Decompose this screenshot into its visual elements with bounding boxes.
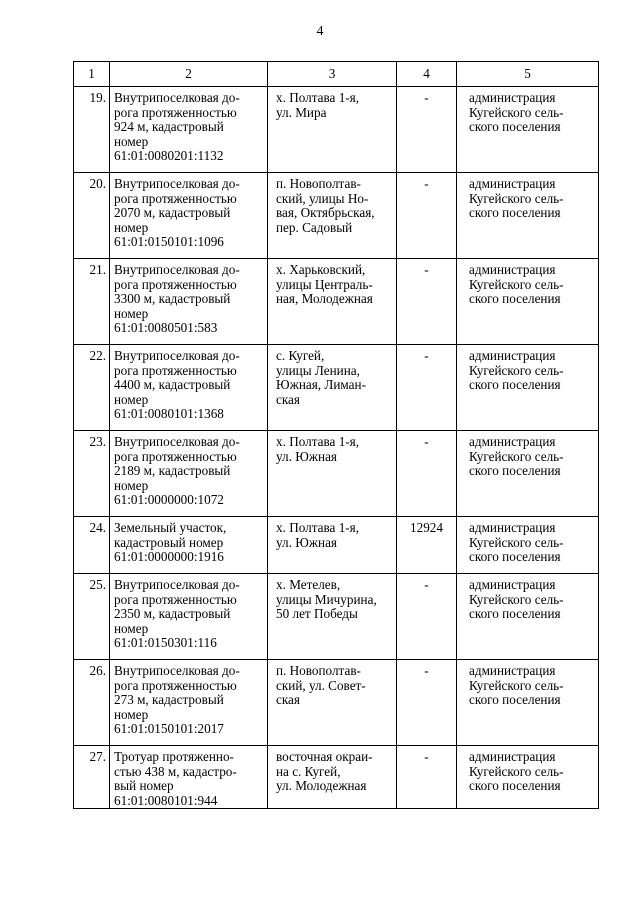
object-owner: [457, 660, 599, 746]
object-description-line: кадастровый номер: [114, 534, 224, 550]
object-description-line: рога протяженностью: [114, 448, 237, 464]
object-address: [268, 345, 397, 431]
object-address-line: ский, улицы Но-: [276, 190, 369, 206]
object-owner-line: администрация: [469, 434, 556, 449]
object-area: -: [397, 746, 457, 809]
object-address: [268, 574, 397, 660]
object-description-line: номер: [114, 706, 149, 722]
object-area: 12924: [397, 517, 457, 574]
object-address: [268, 431, 397, 517]
object-owner-line: ского поселения: [469, 606, 561, 622]
object-owner-line: Кугейского сель-: [469, 591, 564, 607]
object-description: [110, 345, 268, 431]
object-address: [268, 87, 397, 173]
object-owner-line: ского поселения: [469, 205, 561, 221]
object-address-line: с. Кугей,: [276, 348, 325, 363]
object-description-line: Внутрипоселковая до-: [114, 348, 240, 363]
object-description: [110, 87, 268, 173]
object-description-line: рога протяженностью: [114, 190, 237, 206]
object-owner-line: ского поселения: [469, 778, 561, 794]
row-number: 25.: [74, 574, 110, 660]
object-address-line: х. Метелев,: [276, 577, 341, 592]
object-owner-line: администрация: [469, 520, 556, 535]
object-description-line: Внутрипоселковая до-: [114, 90, 240, 105]
object-owner-line: Кугейского сель-: [469, 276, 564, 292]
table-row: [74, 173, 599, 259]
object-description-line: 924 м, кадастровый: [114, 119, 224, 135]
object-owner-line: ского поселения: [469, 377, 561, 393]
row-number: 21.: [74, 259, 110, 345]
object-owner: [457, 517, 599, 574]
object-area: -: [397, 660, 457, 746]
object-description-line: рога протяженностью: [114, 677, 237, 693]
row-number: 26.: [74, 660, 110, 746]
object-description-line: рога протяженностью: [114, 104, 237, 120]
object-owner-line: Кугейского сель-: [469, 448, 564, 464]
object-owner-line: Кугейского сель-: [469, 362, 564, 378]
object-address-line: Южная, Лиман-: [276, 377, 366, 393]
object-area: -: [397, 259, 457, 345]
column-header-5: 5: [457, 62, 599, 87]
object-description-line: 61:01:0080201:1132: [114, 148, 224, 164]
object-owner-line: администрация: [469, 663, 556, 678]
object-description: [110, 173, 268, 259]
object-address-line: ская: [276, 692, 300, 708]
object-description-line: рога протяженностью: [114, 591, 237, 607]
object-description-line: стью 438 м, кадастро-: [114, 763, 237, 779]
object-description-line: 61:01:0150101:2017: [114, 721, 224, 737]
table-body: [74, 87, 599, 809]
object-owner-line: администрация: [469, 90, 556, 105]
object-owner-line: администрация: [469, 262, 556, 277]
object-description-line: Внутрипоселковая до-: [114, 262, 240, 277]
object-address-line: ул. Молодежная: [276, 778, 367, 794]
object-owner-line: Кугейского сель-: [469, 763, 564, 779]
object-address-line: х. Харьковский,: [276, 262, 366, 277]
object-owner: [457, 345, 599, 431]
object-address-line: п. Новополтав-: [276, 176, 361, 191]
object-address-line: х. Полтава 1-я,: [276, 90, 360, 105]
row-number: 20.: [74, 173, 110, 259]
object-address-line: ул. Южная: [276, 534, 337, 550]
object-owner: [457, 746, 599, 809]
table-row: [74, 259, 599, 345]
row-number: 24.: [74, 517, 110, 574]
object-description: [110, 431, 268, 517]
object-area: -: [397, 87, 457, 173]
page-number: 4: [316, 24, 324, 39]
object-description-line: 61:01:0000000:1916: [114, 549, 224, 565]
object-description-line: вый номер: [114, 778, 174, 794]
object-owner-line: ского поселения: [469, 692, 561, 708]
object-address-line: ная, Молодежная: [276, 291, 373, 307]
column-header-4: 4: [397, 62, 457, 87]
object-address: [268, 259, 397, 345]
object-description: [110, 517, 268, 574]
table-row: [74, 517, 599, 574]
table-row: [74, 345, 599, 431]
object-owner: [457, 87, 599, 173]
object-description-line: номер: [114, 219, 149, 235]
object-address-line: вая, Октябрьская,: [276, 205, 375, 221]
object-address: [268, 517, 397, 574]
row-number: 19.: [74, 87, 110, 173]
column-header-3: 3: [268, 62, 397, 87]
object-owner-line: Кугейского сель-: [469, 534, 564, 550]
table-header-row: [74, 62, 599, 87]
object-address-line: восточная окраи-: [276, 749, 373, 764]
object-description-line: 2350 м, кадастровый: [114, 606, 231, 622]
column-header-1: 1: [74, 62, 110, 87]
object-description-line: 4400 м, кадастровый: [114, 377, 231, 393]
object-description-line: Земельный участок,: [114, 520, 227, 535]
object-description-line: 2189 м, кадастровый: [114, 463, 231, 479]
object-description-line: Внутрипоселковая до-: [114, 176, 240, 191]
object-description-line: Внутрипоселковая до-: [114, 434, 240, 449]
row-number: 23.: [74, 431, 110, 517]
object-address-line: улицы Централь-: [276, 276, 373, 292]
object-owner-line: ского поселения: [469, 291, 561, 307]
object-description: [110, 259, 268, 345]
object-address-line: ул. Южная: [276, 448, 337, 464]
object-description-line: 61:01:0080501:583: [114, 320, 218, 336]
column-header-2: 2: [110, 62, 268, 87]
table-row: [74, 746, 599, 809]
object-owner-line: Кугейского сель-: [469, 104, 564, 120]
object-area: -: [397, 574, 457, 660]
object-address: [268, 660, 397, 746]
row-number: 22.: [74, 345, 110, 431]
object-owner-line: ского поселения: [469, 549, 561, 565]
object-owner: [457, 173, 599, 259]
object-owner-line: ского поселения: [469, 463, 561, 479]
object-owner-line: администрация: [469, 348, 556, 363]
object-address: [268, 746, 397, 809]
object-description-line: 61:01:0080101:1368: [114, 406, 224, 422]
object-description-line: номер: [114, 391, 149, 407]
object-owner-line: администрация: [469, 749, 556, 764]
object-description-line: 61:01:0150101:1096: [114, 234, 224, 250]
table-row: [74, 431, 599, 517]
object-description-line: Внутрипоселковая до-: [114, 663, 240, 678]
object-owner-line: ского поселения: [469, 119, 561, 135]
object-address-line: х. Полтава 1-я,: [276, 434, 360, 449]
object-owner: [457, 574, 599, 660]
object-owner-line: Кугейского сель-: [469, 677, 564, 693]
object-area: -: [397, 173, 457, 259]
object-owner-line: администрация: [469, 577, 556, 592]
object-description-line: номер: [114, 305, 149, 321]
object-owner: [457, 259, 599, 345]
object-description-line: 273 м, кадастровый: [114, 692, 224, 708]
object-description-line: номер: [114, 477, 149, 493]
object-address-line: п. Новополтав-: [276, 663, 361, 678]
property-table: [73, 61, 599, 809]
object-description: [110, 746, 268, 809]
object-address-line: ская: [276, 391, 300, 407]
object-address-line: пер. Садовый: [276, 219, 353, 235]
object-description-line: рога протяженностью: [114, 276, 237, 292]
object-description-line: 61:01:0080101:944: [114, 792, 218, 808]
object-description-line: рога протяженностью: [114, 362, 237, 378]
object-description-line: Тротуар протяженно-: [114, 749, 234, 764]
object-address-line: х. Полтава 1-я,: [276, 520, 360, 535]
object-address-line: улицы Ленина,: [276, 362, 360, 378]
object-address-line: ул. Мира: [276, 104, 327, 120]
object-address: [268, 173, 397, 259]
object-description-line: Внутрипоселковая до-: [114, 577, 240, 592]
object-address-line: ский, ул. Совет-: [276, 677, 366, 693]
object-owner-line: Кугейского сель-: [469, 190, 564, 206]
object-area: -: [397, 345, 457, 431]
table-row: [74, 660, 599, 746]
table-row: [74, 87, 599, 173]
table-row: [74, 574, 599, 660]
object-description-line: 61:01:0150301:116: [114, 635, 217, 651]
object-owner-line: администрация: [469, 176, 556, 191]
object-description-line: 61:01:0000000:1072: [114, 492, 224, 508]
object-description: [110, 574, 268, 660]
object-description: [110, 660, 268, 746]
object-area: -: [397, 431, 457, 517]
object-address-line: на с. Кугей,: [276, 763, 341, 779]
object-owner: [457, 431, 599, 517]
object-description-line: номер: [114, 133, 149, 149]
object-description-line: 3300 м, кадастровый: [114, 291, 231, 307]
object-description-line: номер: [114, 620, 149, 636]
object-address-line: 50 лет Победы: [276, 606, 358, 622]
row-number: 27.: [74, 746, 110, 809]
object-address-line: улицы Мичурина,: [276, 591, 377, 607]
object-description-line: 2070 м, кадастровый: [114, 205, 231, 221]
